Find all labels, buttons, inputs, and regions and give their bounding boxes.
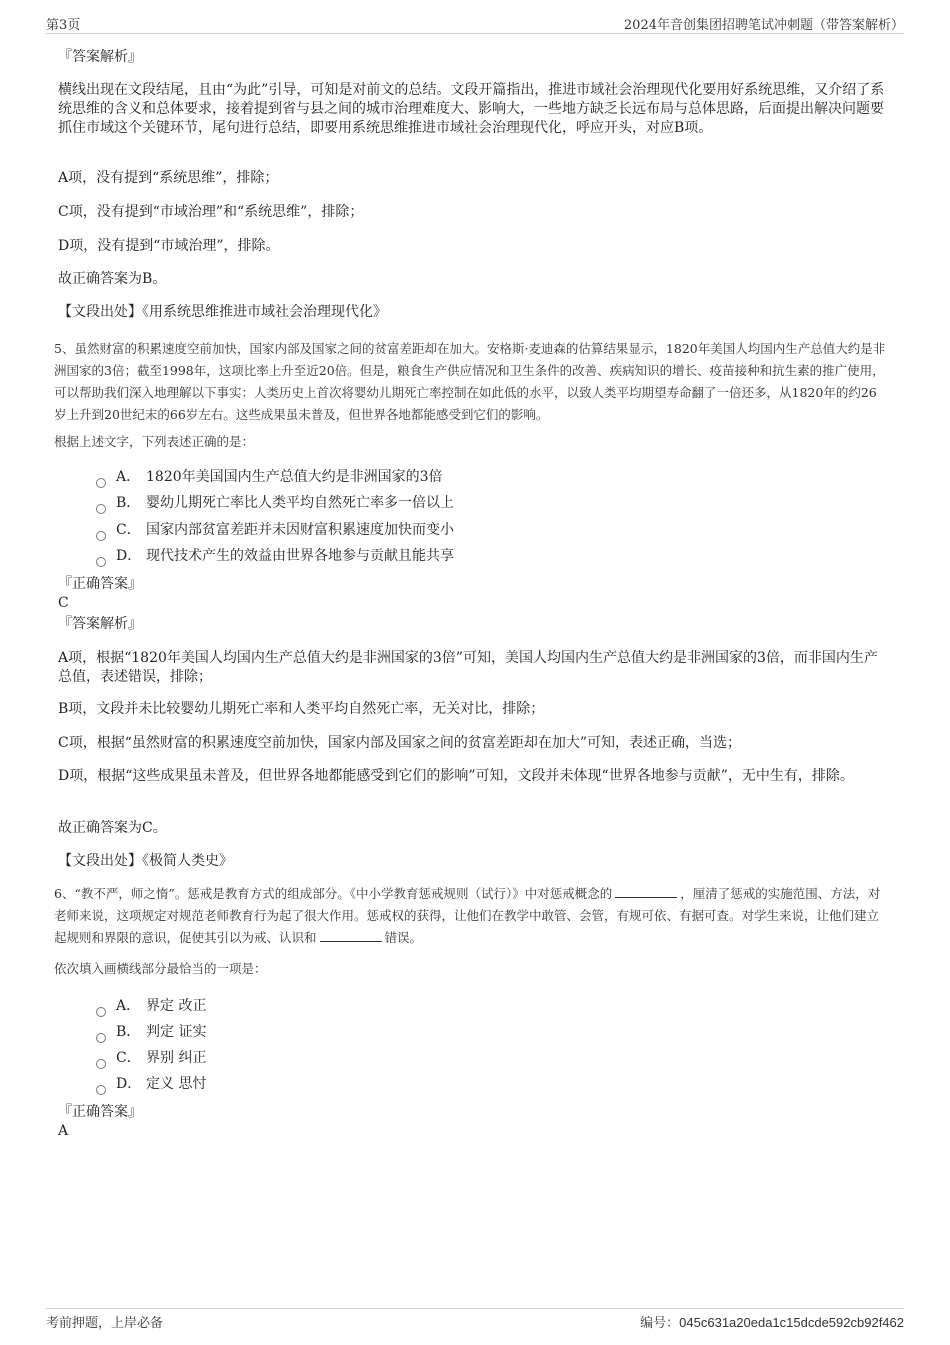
fill-blank [615,885,677,898]
q5-option-d[interactable]: D． 现代技术产生的效益由世界各地参与贡献且能共享 [96,546,454,566]
question-6-text: 6、“教不严，师之惰”。惩戒是教育方式的组成部分。《中小学教育惩戒规则（试行）》中对惩戒概念的 ，厘清了惩戒的实施范围、方法，对老师来说，这项规定对规范老师教育行为起了很大作用。惩戒权的获得，让他们在教学中敢管、会管，有规可依、有据可查。对学生来说，让他们建立起规则和界限的意识，促使其引以为戒、认识和 错误。 [54,886,881,945]
radio-icon[interactable] [96,1033,106,1043]
question-5-text: 5、虽然财富的积累速度空前加快，国家内部及国家之间的贫富差距却在加大。安格斯·麦迪森的估算结果显示，1820年美国人均国内生产总值大约是非洲国家的3倍；截至1998年，这项比率上升至近20倍。但是，粮食生产供应情况和卫生条件的改善、疾病知识的增长、疫苗接种和抗生素的推广使用，可以帮助我们深入地理解以下事实：人类历史上首次将婴幼儿期死亡率控制在如此低的水平，以致人类平均期望寿命翻了一倍还多，从1820年的约26岁上升到20世纪末的66岁左右。这些成果虽未普及，但世界各地都能感受到它们的影响。 [54,341,886,422]
q5-correct-label: 『正确答案』 [58,576,142,592]
radio-icon[interactable] [96,531,106,541]
fill-blank [320,929,382,942]
q5-option-b[interactable]: B． 婴幼儿期死亡率比人类平均自然死亡率多一倍以上 [96,493,454,513]
q5-option-c[interactable]: C． 国家内部贫富差距并未因财富积累速度加快而变小 [96,520,454,540]
footer-slogan: 考前押题，上岸必备 [46,1316,164,1331]
radio-icon[interactable] [96,1085,106,1095]
q5-option-a[interactable]: A． 1820年美国国内生产总值大约是非洲国家的3倍 [96,467,443,487]
header-divider [46,33,904,34]
q5-analysis-label: 『答案解析』 [58,616,142,632]
q5-correct-answer: C [58,595,69,611]
q5-conclusion: 故正确答案为C。 [58,820,167,836]
radio-icon[interactable] [96,504,106,514]
footer-divider [46,1308,904,1309]
radio-icon[interactable] [96,478,106,488]
page-number: 第3页 [46,18,81,33]
analysis-option-d: D项，没有提到“市域治理”，排除。 [58,238,280,254]
q5-analysis-c: C项，根据“虽然财富的积累速度空前加快，国家内部及国家之间的贫富差距却在加大”可知，表述正确，当选； [58,735,742,751]
analysis-option-a: A项，没有提到“系统思维”，排除； [58,170,279,186]
q6-option-a[interactable]: A． 界定 改正 [96,996,206,1016]
q6-option-d[interactable]: D． 定义 思忖 [96,1074,206,1094]
q6-option-c[interactable]: C． 界别 纠正 [96,1048,206,1068]
q5-analysis-b: B项，文段并未比较婴幼儿期死亡率和人类平均自然死亡率，无关对比，排除； [58,701,545,717]
q5-analysis-a: A项，根据“1820年美国人均国内生产总值大约是非洲国家的3倍”可知，美国人均国内生产总值大约是非洲国家的3倍，而非国内生产总值，表述错误，排除； [58,650,878,685]
radio-icon[interactable] [96,1007,106,1017]
question-5-prompt: 根据上述文字，下列表述正确的是： [54,434,255,449]
question-6-prompt: 依次填入画横线部分最恰当的一项是： [54,961,267,976]
radio-icon[interactable] [96,1059,106,1069]
source: 【文段出处】《用系统思维推进市域社会治理现代化》 [58,304,387,320]
analysis-option-c: C项，没有提到“市域治理”和“系统思维”，排除； [58,204,364,220]
q5-source: 【文段出处】《极简人类史》 [58,853,233,869]
document-code: 编号：045c631a20eda1c15dcde592cb92f462 [640,1315,904,1331]
analysis-text: 横线出现在文段结尾，且由“为此”引导，可知是对前文的总结。文段开篇指出，推进市域社会治理现代化要用好系统思维，又介绍了系统思维的含义和总体要求，接着提到省与县之间的城市治理难度大、影响大，一些地方缺乏长远布局与总体思路，后面提出解决问题要抓住市域这个关键环节，尾句进行总结，即要用系统思维推进市域社会治理现代化，呼应开头，对应B项。 [58,82,885,136]
radio-icon[interactable] [96,557,106,567]
conclusion: 故正确答案为B。 [58,271,167,287]
q6-correct-label: 『正确答案』 [58,1104,142,1120]
q6-correct-answer: A [58,1123,69,1139]
q6-option-b[interactable]: B． 判定 证实 [96,1022,206,1042]
document-title: 2024年音创集团招聘笔试冲刺题（带答案解析） [623,18,904,33]
page-header [46,14,904,34]
q5-analysis-d: D项，根据“这些成果虽未普及，但世界各地都能感受到它们的影响”可知，文段并未体现“世界各地参与贡献”，无中生有，排除。 [58,768,854,784]
analysis-label: 『答案解析』 [58,49,142,65]
